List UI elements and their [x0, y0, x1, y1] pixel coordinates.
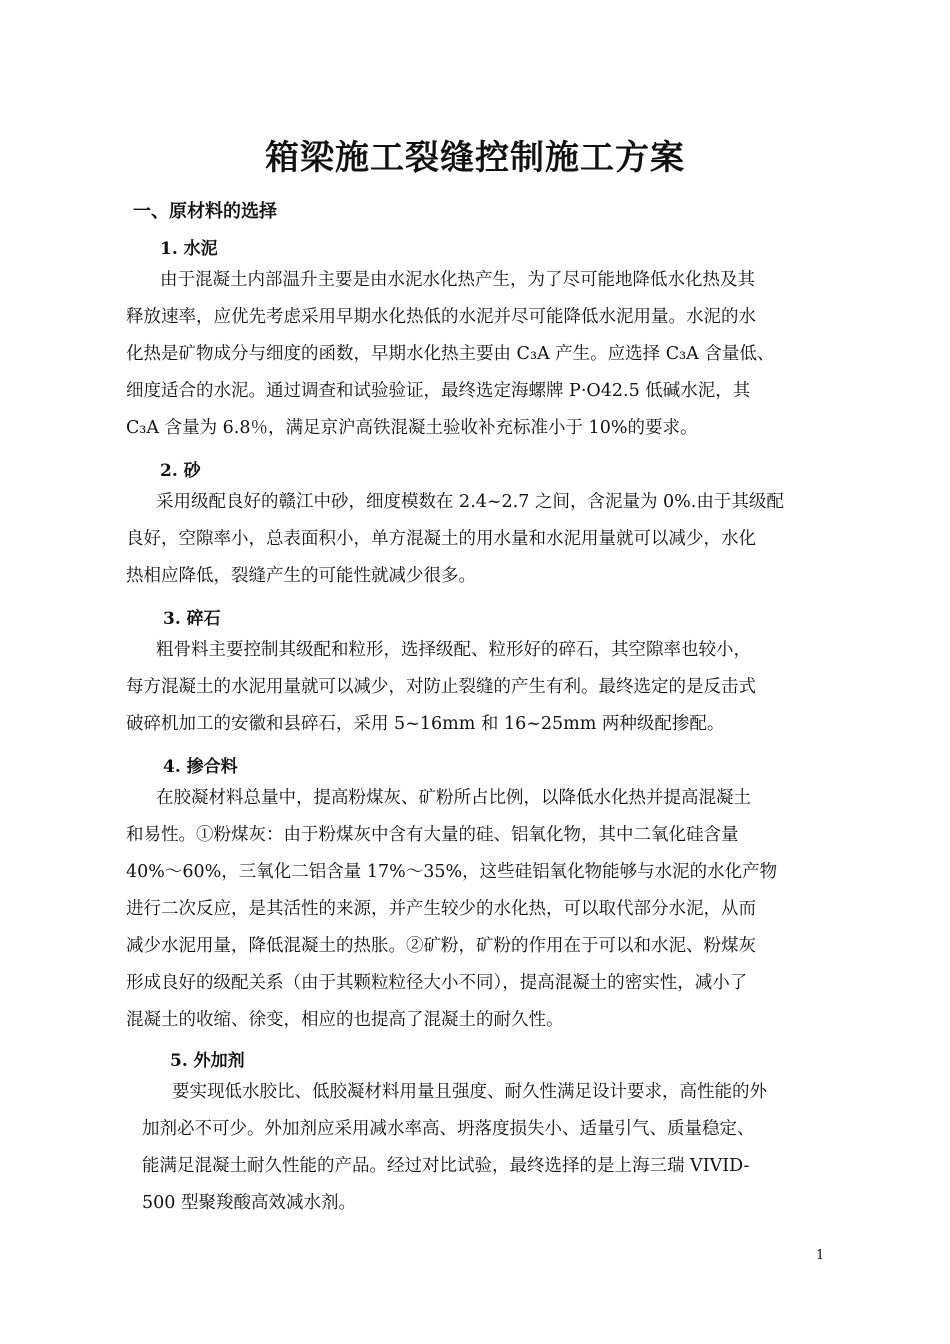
subheading-sand: 2. 砂	[160, 461, 201, 481]
subheading-additives: 5. 外加剂	[170, 1051, 245, 1071]
subheading-gravel: 3. 碎石	[163, 609, 221, 629]
paragraph-gravel	[126, 632, 826, 743]
paragraph-line: 40%～60%，三氧化二铝含量 17%～35%，这些硅铝氧化物能够与水泥的水化产物	[126, 862, 778, 882]
paragraph-line: 要实现低水胶比、低胶凝材料用量且强度、耐久性满足设计要求，高性能的外	[172, 1082, 767, 1102]
paragraph-line: 和易性。①粉煤灰：由于粉煤灰中含有大量的硅、铝氧化物，其中二氧化硅含量	[126, 825, 739, 845]
paragraph-line: C₃A 含量为 6.8％，满足京沪高铁混凝土验收补充标准小于 10%的要求。	[126, 418, 698, 438]
paragraph-line: 每方混凝土的水泥用量就可以减少，对防止裂缝的产生有利。最终选定的是反击式	[126, 677, 756, 697]
paragraph-admixture-materials	[126, 780, 826, 1039]
paragraph-line: 良好，空隙率小，总表面积小，单方混凝土的用水量和水泥用量就可以减少，水化	[126, 529, 756, 549]
paragraph-line: 在胶凝材料总量中，提高粉煤灰、矿粉所占比例，以降低水化热并提高混凝土	[156, 788, 751, 808]
paragraph-line: 化热是矿物成分与细度的函数，早期水化热主要由 C₃A 产生。应选择 C₃A 含量低、	[126, 344, 775, 364]
paragraph-line: 释放速率，应优先考虑采用早期水化热低的水泥并尽可能降低水泥用量。水泥的水	[126, 307, 756, 327]
paragraph-line: 混凝土的收缩、徐变，相应的也提高了混凝土的耐久性。	[126, 1010, 564, 1030]
paragraph-line: 形成良好的级配关系（由于其颗粒粒径大小不同），提高混凝土的密实性，减小了	[126, 973, 748, 993]
paragraph-additives	[142, 1074, 826, 1222]
paragraph-line: 采用级配良好的赣江中砂，细度模数在 2.4~2.7 之间，含泥量为 0%.由于其级配	[156, 492, 784, 512]
paragraph-line: 进行二次反应，是其活性的来源，并产生较少的水化热，可以取代部分水泥，从而	[126, 899, 756, 919]
paragraph-line: 由于混凝土内部温升主要是由水泥水化热产生，为了尽可能地降低水化热及其	[160, 270, 755, 290]
subheading-cement: 1. 水泥	[160, 239, 218, 259]
document-title: 箱梁施工裂缝控制施工方案	[265, 138, 685, 178]
subheading-admixture-materials: 4. 掺合料	[163, 757, 238, 777]
paragraph-line: 粗骨料主要控制其级配和粒形，选择级配、粒形好的碎石，其空隙率也较小，	[156, 640, 751, 660]
paragraph-line: 500 型聚羧酸高效减水剂。	[142, 1193, 356, 1213]
paragraph-line: 热相应降低，裂缝产生的可能性就减少很多。	[126, 566, 476, 586]
page-number: 1	[816, 1248, 825, 1263]
paragraph-line: 能满足混凝土耐久性能的产品。经过对比试验，最终选择的是上海三瑞 VIVID-	[142, 1156, 750, 1176]
paragraph-line: 细度适合的水泥。通过调查和试验验证，最终选定海螺牌 P·O42.5 低碱水泥，其	[126, 381, 751, 401]
paragraph-sand	[126, 484, 826, 595]
section-heading-raw-materials: 一、原材料的选择	[133, 201, 277, 222]
paragraph-line: 破碎机加工的安徽和县碎石，采用 5~16mm 和 16~25mm 两种级配掺配。	[126, 714, 725, 734]
paragraph-cement	[126, 262, 826, 447]
paragraph-line: 加剂必不可少。外加剂应采用减水率高、坍落度损失小、适量引气、质量稳定、	[142, 1119, 755, 1139]
paragraph-line: 减少水泥用量，降低混凝土的热胀。②矿粉，矿粉的作用在于可以和水泥、粉煤灰	[126, 936, 756, 956]
